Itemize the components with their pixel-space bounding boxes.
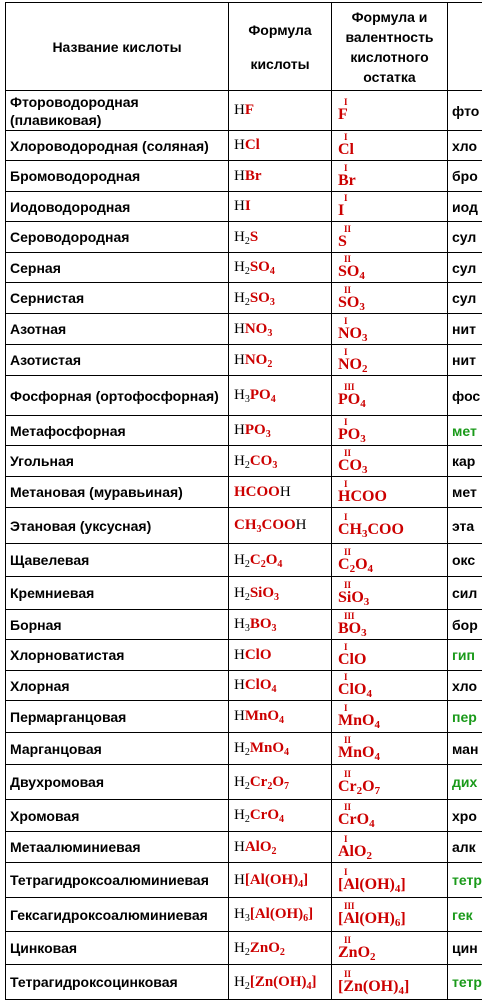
table-row xyxy=(6,898,482,932)
residue-text: HCOO xyxy=(338,487,387,505)
header-formula xyxy=(229,3,332,91)
residue-text: $CH_3COO$ xyxy=(338,521,404,540)
acid-formula-residue: ClO xyxy=(244,646,272,663)
table-row xyxy=(6,91,482,131)
valence-mark: III xyxy=(344,901,355,911)
acid-formula-hydrogen: $H_2$ xyxy=(234,289,250,308)
acid-name: Бромоводородная xyxy=(6,161,229,192)
residue-text: ClO$_4$ xyxy=(338,681,372,700)
residue-formula xyxy=(332,446,448,477)
acid-formula xyxy=(229,733,332,765)
valence-mark: III xyxy=(344,611,355,621)
table-row xyxy=(6,701,482,733)
residue-formula xyxy=(332,800,448,832)
acid-formula xyxy=(229,800,332,832)
residue-formula xyxy=(332,610,448,640)
acid-name: Сероводородная xyxy=(6,222,229,253)
acid-formula-residue: MnO$_4$ xyxy=(244,708,285,726)
residue-text: S xyxy=(338,232,347,250)
salt-name: цин xyxy=(448,932,482,965)
acid-name: Хлороводородная (соляная) xyxy=(6,131,229,161)
acid-formula-residue: S xyxy=(249,228,259,245)
acid-formula-hydrogen: H xyxy=(234,320,245,337)
residue-formula xyxy=(332,91,448,131)
residue-formula xyxy=(332,345,448,376)
table-row xyxy=(6,222,482,253)
acid-formula-hydrogen: $H_3$ xyxy=(234,616,250,634)
acid-name: Марганцовая xyxy=(6,733,229,765)
valence-mark: II xyxy=(344,546,352,557)
table-row xyxy=(6,577,482,610)
acid-formula-hydrogen: H xyxy=(279,483,291,500)
salt-name: ман xyxy=(448,733,482,765)
acid-formula xyxy=(229,765,332,800)
valence-mark: II xyxy=(344,254,352,264)
acid-name: Фосфорная (ортофосфорная) xyxy=(6,376,229,416)
acid-formula-hydrogen: H xyxy=(234,646,245,663)
salt-name: алк xyxy=(448,832,482,863)
residue-text: SiO$_3$ xyxy=(338,588,370,608)
acid-formula xyxy=(229,477,332,508)
acid-formula-residue: $NO_3$ xyxy=(244,320,273,339)
acid-formula-residue: $BO_3$ xyxy=(249,616,277,634)
table-row xyxy=(6,671,482,701)
valence-mark: II xyxy=(344,934,352,945)
salt-name: хро xyxy=(448,800,482,832)
acid-formula-residue: $SO_4$ xyxy=(249,259,275,277)
residue-formula xyxy=(332,131,448,161)
residue-text: $SO_4$ xyxy=(338,263,365,282)
salt-name: сил xyxy=(448,577,482,610)
residue-formula xyxy=(332,765,448,800)
acid-name: Угольная xyxy=(6,446,229,477)
acid-formula-residue: $C_2O_4$ xyxy=(249,551,283,570)
acid-formula-residue: $[Al(OH)_6]$ xyxy=(249,906,314,924)
acid-formula-hydrogen: H xyxy=(234,422,245,438)
acid-formula-residue: ZnO$_2$ xyxy=(249,939,285,958)
salt-name: бро xyxy=(448,161,482,192)
acid-formula xyxy=(229,376,332,416)
salt-name: хло xyxy=(448,671,482,701)
acid-table xyxy=(5,2,482,1000)
acid-name: Азотная xyxy=(6,314,229,345)
residue-text: $[Al(OH)_4]$ xyxy=(338,875,406,895)
valence-mark: II xyxy=(344,735,352,745)
residue-text: Cl xyxy=(338,141,354,158)
residue-text: AlO$_2$ xyxy=(338,842,372,862)
acid-formula xyxy=(229,91,332,131)
acid-formula xyxy=(229,832,332,863)
residue-formula xyxy=(332,671,448,701)
salt-name: пер xyxy=(448,701,482,733)
acid-name: Иодоводородная xyxy=(6,192,229,222)
acid-formula-residue: $Cr_2O_7$ xyxy=(249,773,290,792)
residue-text: $SO_3$ xyxy=(338,293,365,313)
table-row xyxy=(6,765,482,800)
salt-name: фто xyxy=(448,91,482,131)
acid-name: Сернистая xyxy=(6,283,229,314)
salt-name: сул xyxy=(448,283,482,314)
residue-text: $[Al(OH)_6]$ xyxy=(338,910,406,929)
valence-mark: II xyxy=(344,447,352,458)
salt-name: фос xyxy=(448,376,482,416)
acid-name: Метаалюминиевая xyxy=(6,832,229,863)
acid-formula-hydrogen: $H_2$ xyxy=(234,551,250,570)
acid-formula xyxy=(229,192,332,222)
residue-formula xyxy=(332,283,448,314)
valence-mark: II xyxy=(344,968,352,979)
acid-name: Тетрагидроксоцинковая xyxy=(6,965,229,1000)
acid-formula xyxy=(229,314,332,345)
acid-formula xyxy=(229,544,332,577)
acid-formula-residue: $CH_3COO$ xyxy=(234,517,296,535)
table-row xyxy=(6,544,482,577)
valence-mark: III xyxy=(344,382,355,392)
salt-name: тетр xyxy=(448,965,482,1000)
acid-name: Цинковая xyxy=(6,932,229,965)
acid-formula-hydrogen: $H_2$ xyxy=(234,452,250,471)
residue-text: $NO_3$ xyxy=(338,324,368,344)
residue-formula xyxy=(332,733,448,765)
table-row xyxy=(6,131,482,161)
residue-text: $Cr_2O_7$ xyxy=(338,777,381,797)
acid-formula xyxy=(229,283,332,314)
salt-name: кар xyxy=(448,446,482,477)
salt-name: хло xyxy=(448,131,482,161)
acid-formula xyxy=(229,701,332,733)
table-row xyxy=(6,932,482,965)
residue-formula xyxy=(332,376,448,416)
salt-name: эта xyxy=(448,508,482,544)
acid-formula-residue: F xyxy=(244,102,255,118)
acid-formula-hydrogen: H xyxy=(234,137,245,153)
valence-mark: I xyxy=(344,478,348,489)
acid-formula-hydrogen: $H_2$ xyxy=(234,584,250,603)
valence-mark: II xyxy=(344,579,352,590)
acid-formula xyxy=(229,898,332,932)
residue-formula xyxy=(332,477,448,508)
table-row xyxy=(6,965,482,1000)
acid-formula-residue: $SO_3$ xyxy=(249,289,275,308)
acid-formula-hydrogen: $H_2$ xyxy=(234,228,250,247)
residue-formula xyxy=(332,932,448,965)
acid-formula-hydrogen: H xyxy=(234,198,245,214)
acid-formula-residue: Br xyxy=(244,167,262,184)
header-name: Название кислоты xyxy=(6,3,229,91)
valence-mark: I xyxy=(344,512,348,522)
table-row xyxy=(6,733,482,765)
acid-formula-hydrogen: $H_2$ xyxy=(234,939,250,958)
salt-name: нит xyxy=(448,314,482,345)
residue-text: ClO xyxy=(338,650,367,668)
acid-formula xyxy=(229,253,332,283)
acid-formula-hydrogen: $H_3$ xyxy=(234,906,250,924)
table-row xyxy=(6,832,482,863)
residue-text: $BO_3$ xyxy=(338,620,367,639)
residue-formula xyxy=(332,253,448,283)
residue-text: $NO_2$ xyxy=(338,355,368,375)
acid-formula xyxy=(229,640,332,671)
table-row xyxy=(6,314,482,345)
header-residue xyxy=(332,3,448,91)
acid-name: Щавелевая xyxy=(6,544,229,577)
salt-name: иод xyxy=(448,192,482,222)
residue-text: ZnO$_2$ xyxy=(338,943,376,963)
acid-name: Тетрагидроксоалюминиевая xyxy=(6,863,229,898)
acid-name: Кремниевая xyxy=(6,577,229,610)
acid-name: Двухромовая xyxy=(6,765,229,800)
header-formula-line1: Формула xyxy=(248,21,312,38)
header-row xyxy=(6,3,482,91)
acid-formula xyxy=(229,610,332,640)
salt-name: сул xyxy=(448,222,482,253)
acid-formula xyxy=(229,863,332,898)
residue-text: MnO$_4$ xyxy=(338,744,380,763)
residue-text: $[Zn(OH)_4]$ xyxy=(338,977,410,997)
table-row xyxy=(6,800,482,832)
acid-formula-residue: $PO_3$ xyxy=(244,422,271,440)
valence-mark: I xyxy=(344,703,348,713)
acid-formula xyxy=(229,932,332,965)
valence-mark: II xyxy=(344,768,352,779)
residue-formula xyxy=(332,832,448,863)
acid-formula-hydrogen: $H_2$ xyxy=(234,740,250,758)
salt-name: нит xyxy=(448,345,482,376)
acid-rows xyxy=(6,91,482,1000)
acid-formula-residue: I xyxy=(244,198,251,214)
residue-formula xyxy=(332,898,448,932)
table-row xyxy=(6,416,482,446)
acid-formula-hydrogen: $H_2$ xyxy=(234,773,250,792)
salt-name: тетр xyxy=(448,863,482,898)
table-row xyxy=(6,863,482,898)
acid-formula-hydrogen: H xyxy=(234,167,245,184)
acid-name: Азотистая xyxy=(6,345,229,376)
residue-text: F xyxy=(338,106,348,123)
salt-name: гек xyxy=(448,898,482,932)
acid-formula-hydrogen: H xyxy=(234,871,245,888)
salt-name: мет xyxy=(448,416,482,446)
acid-formula-residue: ClO$_4$ xyxy=(244,677,277,695)
residue-text: MnO$_4$ xyxy=(338,712,380,731)
valence-mark: I xyxy=(344,641,348,652)
residue-text: Br xyxy=(338,171,356,189)
acid-formula xyxy=(229,345,332,376)
table-row xyxy=(6,446,482,477)
acid-formula-residue: MnO$_4$ xyxy=(249,740,290,758)
acid-formula-hydrogen: $H_2$ xyxy=(234,259,250,277)
residue-text: $C_2O_4$ xyxy=(338,555,374,575)
residue-text: $PO_3$ xyxy=(338,426,366,445)
header-salt xyxy=(448,3,482,91)
acid-formula-residue: $[Al(OH)_4]$ xyxy=(244,871,309,890)
table-row xyxy=(6,640,482,671)
table-row xyxy=(6,345,482,376)
residue-formula xyxy=(332,544,448,577)
acid-formula-residue: $NO_2$ xyxy=(244,351,273,370)
salt-name: окс xyxy=(448,544,482,577)
residue-formula xyxy=(332,314,448,345)
acid-formula-hydrogen: H xyxy=(234,708,245,724)
table-row xyxy=(6,477,482,508)
table-row xyxy=(6,610,482,640)
acid-formula xyxy=(229,671,332,701)
table-row xyxy=(6,508,482,544)
acid-formula-hydrogen: $H_3$ xyxy=(234,387,250,405)
salt-name: мет xyxy=(448,477,482,508)
valence-mark: I xyxy=(344,315,348,326)
acid-name: Фтороводородная (плавиковая) xyxy=(6,91,229,131)
salt-name: сул xyxy=(448,253,482,283)
residue-formula xyxy=(332,701,448,733)
acid-name: Метановая (муравьиная) xyxy=(6,477,229,508)
valence-mark: I xyxy=(344,672,348,682)
acid-formula-residue: AlO$_2$ xyxy=(244,838,277,857)
acid-formula xyxy=(229,965,332,1000)
residue-formula xyxy=(332,577,448,610)
acid-formula-residue: Cl xyxy=(244,137,260,153)
acid-name: Хлорноватистая xyxy=(6,640,229,671)
acid-name: Метафосфорная xyxy=(6,416,229,446)
acid-name: Борная xyxy=(6,610,229,640)
residue-text: $PO_4$ xyxy=(338,391,366,410)
residue-formula xyxy=(332,863,448,898)
acid-formula-hydrogen: H xyxy=(234,838,245,855)
residue-text: $CO_3$ xyxy=(338,456,368,476)
valence-mark: II xyxy=(344,284,352,295)
valence-mark: I xyxy=(344,97,348,107)
acid-formula-residue: SiO$_3$ xyxy=(249,584,280,603)
acid-name: Хромовая xyxy=(6,800,229,832)
acid-formula-residue: $[Zn(OH)_4]$ xyxy=(249,973,317,992)
acid-name: Серная xyxy=(6,253,229,283)
acid-formula-residue: CrO$_4$ xyxy=(249,807,285,825)
acid-table-sheet xyxy=(5,2,482,1000)
valence-mark: I xyxy=(344,833,348,844)
acid-name: Этановая (уксусная) xyxy=(6,508,229,544)
header-formula-line2: кислоты xyxy=(250,55,310,72)
valence-mark: I xyxy=(344,346,348,357)
residue-text: CrO$_4$ xyxy=(338,811,375,830)
acid-formula-hydrogen: H xyxy=(234,102,245,118)
table-row xyxy=(6,283,482,314)
table-row xyxy=(6,161,482,192)
residue-formula xyxy=(332,192,448,222)
acid-formula-hydrogen: H xyxy=(234,677,245,693)
salt-name: бор xyxy=(448,610,482,640)
valence-mark: I xyxy=(344,162,348,173)
valence-mark: I xyxy=(344,132,348,142)
acid-formula-residue: HCOO xyxy=(234,483,280,500)
acid-formula-hydrogen: $H_2$ xyxy=(234,807,250,825)
residue-formula xyxy=(332,508,448,544)
acid-formula-hydrogen: $H_2$ xyxy=(234,973,250,992)
residue-formula xyxy=(332,161,448,192)
acid-formula-residue: $PO_4$ xyxy=(249,387,276,405)
acid-formula-hydrogen: H xyxy=(234,351,245,368)
residue-text: I xyxy=(338,202,345,219)
residue-formula xyxy=(332,640,448,671)
acid-formula xyxy=(229,446,332,477)
valence-mark: I xyxy=(344,417,348,427)
header-residue-text: Формула и валентность кислотного остатка xyxy=(345,8,434,85)
valence-mark: I xyxy=(344,866,348,877)
acid-formula xyxy=(229,416,332,446)
salt-name: дих xyxy=(448,765,482,800)
table-row xyxy=(6,376,482,416)
acid-formula xyxy=(229,222,332,253)
acid-formula xyxy=(229,577,332,610)
acid-name: Гексагидроксоалюминиевая xyxy=(6,898,229,932)
residue-formula xyxy=(332,222,448,253)
acid-formula xyxy=(229,508,332,544)
residue-formula xyxy=(332,965,448,1000)
acid-formula xyxy=(229,161,332,192)
acid-name: Пермарганцовая xyxy=(6,701,229,733)
valence-mark: II xyxy=(344,802,352,812)
salt-name: гип xyxy=(448,640,482,671)
acid-name: Хлорная xyxy=(6,671,229,701)
valence-mark: I xyxy=(344,193,348,203)
acid-formula-residue: $CO_3$ xyxy=(249,452,278,471)
acid-formula xyxy=(229,131,332,161)
table-row xyxy=(6,253,482,283)
table-row xyxy=(6,192,482,222)
residue-formula xyxy=(332,416,448,446)
acid-formula-hydrogen: H xyxy=(295,517,307,533)
valence-mark: II xyxy=(344,223,352,234)
